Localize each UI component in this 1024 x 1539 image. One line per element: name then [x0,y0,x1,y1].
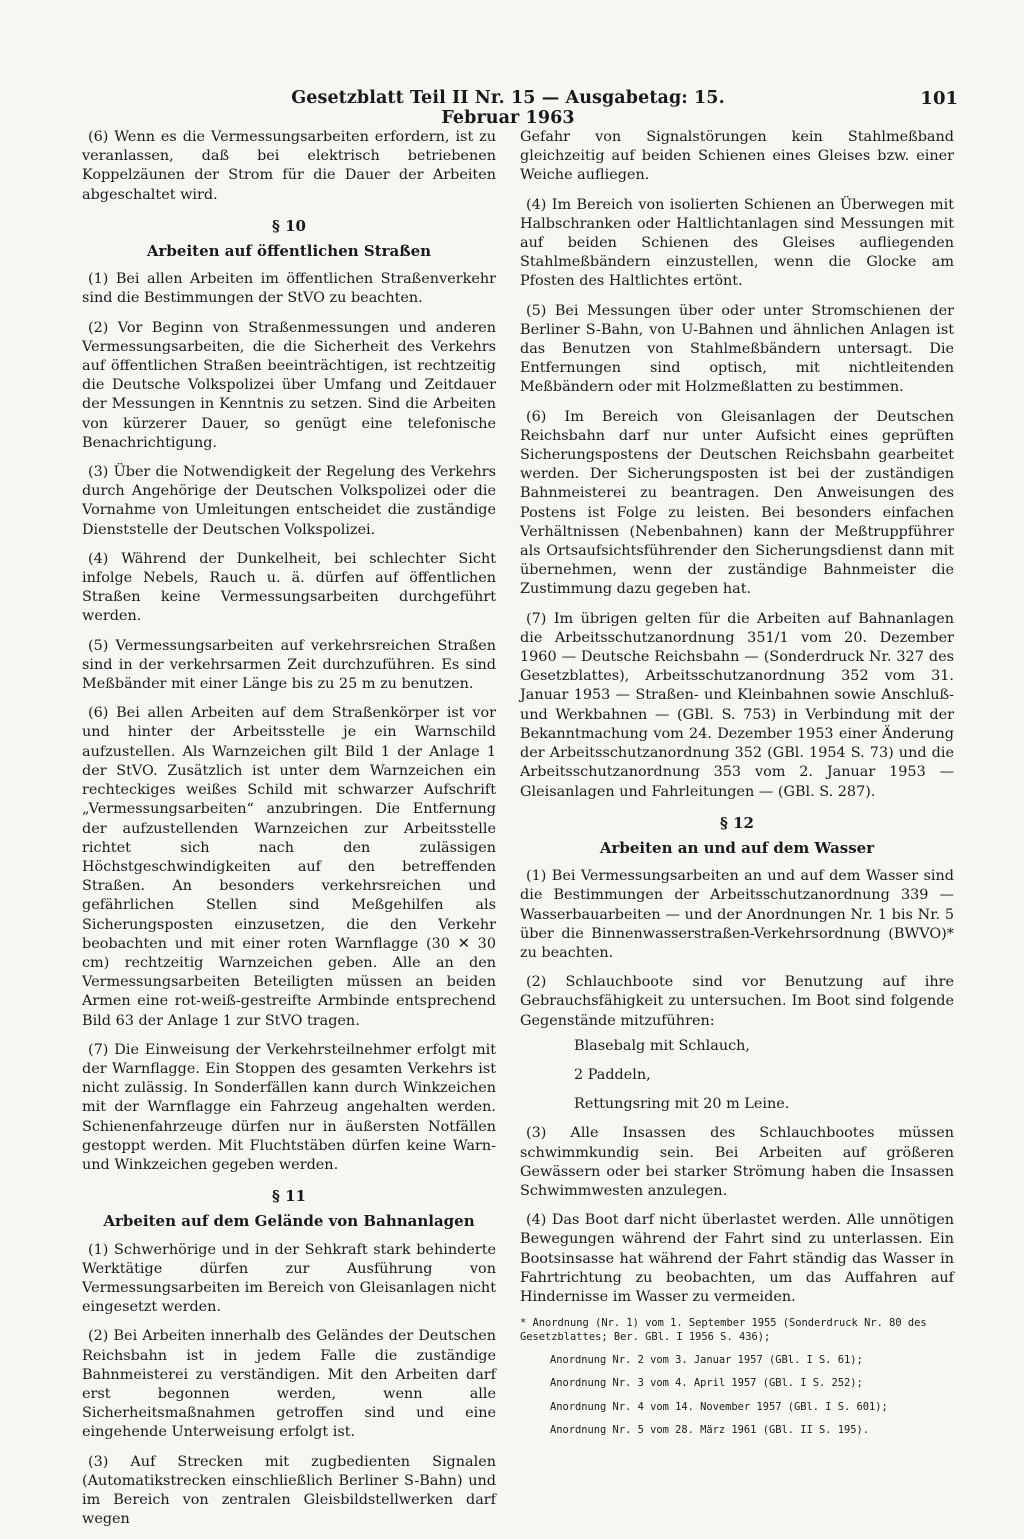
right-column [520,128,954,1448]
footnote: * Anordnung (Nr. 1) vom 1. September 1955 (Sonderdruck Nr. 80 des Gesetzblattes; Ber. GBl. I 1956 S. 436); [520,1317,933,1343]
paragraph: (4) Das Boot darf nicht überlastet werden. Alle unnötigen Bewegungen während der Fahrt sind zu unterlassen. Ein Bootsinsasse hat während der Fahrt ständig das Wasser in Fahrtrichtung zu beobachten, um das Auffahren auf Hindernisse im Wasser zu vermeiden. [520,1212,954,1305]
paragraph: (1) Bei Vermessungsarbeiten an und auf dem Wasser sind die Bestimmungen der Arbeitsschutzanordnung 339 — Wasserbauarbeiten — und der Anordnungen Nr. 1 bis Nr. 5 über die Binnenwasserstraßen-Verkehrsordnung (BWVO)* zu beachten. [520,868,954,961]
footnote: Anordnung Nr. 2 vom 3. Januar 1957 (GBl. I S. 61); [550,1353,863,1366]
paragraph: (5) Vermessungsarbeiten auf verkehrsreichen Straßen sind in der verkehrsarmen Zeit durchzuführen. Es sind Meßbänder mit einer Länge bis zu 25 m zu benutzen. [82,637,496,693]
header-title: Gesetzblatt Teil II Nr. 15 — Ausgabetag: 15. Februar 1963 [291,88,725,128]
paragraph: (3) Auf Strecken mit zugbedienten Signalen (Automatikstrecken einschließlich Berliner S-Bahn) und im Bereich von zentralen Gleisbildstellwerken darf wegen [82,1453,496,1528]
paragraph: (1) Schwerhörige und in der Sehkraft stark behinderte Werktätige dürfen zur Ausführung von Vermessungsarbeiten im Bereich von Gleisanlagen nicht eingesetzt werden. [82,1241,496,1316]
paragraph: (4) Während der Dunkelheit, bei schlechter Sicht infolge Nebels, Rauch u. ä. dürfen auf öffentlichen Straßen keine Vermessungsarbeiten durchgeführt werden. [82,550,496,625]
page-header [0,88,1024,128]
paragraph: (2) Schlauchboote sind vor Benutzung auf ihre Gebrauchsfähigkeit zu untersuchen. Im Boot sind folgende Gegenstände mitzuführen: [520,974,954,1029]
footnotes [520,1317,954,1437]
section-number: § 10 [272,216,306,235]
list-item: Rettungsring mit 20 m Leine. [574,1096,790,1113]
left-column [82,128,496,1539]
paragraph: (6) Wenn es die Vermessungsarbeiten erfordern, ist zu veranlassen, daß bei elektrisch betriebenen Koppelzäunen der Strom für die Dauer der Arbeiten abgeschaltet wird. [82,129,496,203]
footnote: Anordnung Nr. 4 vom 14. November 1957 (GBl. I S. 601); [550,1400,888,1413]
page-number: 101 [920,88,958,109]
paragraph-continuation: Gefahr von Signalstörungen kein Stahlmeßband gleichzeitig auf beiden Schienen eines Gleises bzw. einer Weiche aufliegen. [520,129,954,184]
section-heading: Arbeiten auf dem Gelände von Bahnanlagen [103,1212,475,1231]
footnote: Anordnung Nr. 3 vom 4. April 1957 (GBl. I S. 252); [550,1377,863,1390]
paragraph: (3) Alle Insassen des Schlauchbootes müssen schwimmkundig sein. Bei Arbeiten auf größeren Gewässern oder bei starker Strömung haben die Insassen Schwimmwesten anzulegen. [520,1125,954,1199]
footnote: Anordnung Nr. 5 vom 28. März 1961 (GBl. II S. 195). [550,1424,870,1437]
paragraph: (6) Im Bereich von Gleisanlagen der Deutschen Reichsbahn darf nur unter Aufsicht eines geprüften Sicherungspostens der Deutschen Reichsbahn gearbeitet werden. Der Sicherungsposten ist bei der zuständigen Bahnmeisterei zu beantragen. Den Anweisungen des Postens ist Folge zu leisten. Bei besonders einfachen Verhältnissen (Nebenbahnen) kann der Meßtruppführer als Ortsaufsichtsführender den Sicherungsdienst dann mit übernehmen, wenn der zuständige Bahnmeister die Zustimmung dazu gegeben hat. [520,408,954,598]
list-item: 2 Paddeln, [574,1066,651,1083]
section-heading: Arbeiten an und auf dem Wasser [599,838,875,857]
paragraph: (7) Die Einweisung der Verkehrsteilnehmer erfolgt mit der Warnflagge. Ein Stoppen des gesamten Verkehrs ist nicht zulässig. In Sonderfällen kann durch Winkzeichen mit der Warnflagge ein Fahrzeug angehalten werden. Schienenfahrzeuge dürfen nur in äußersten Notfällen gestoppt werden. Mit Fluchtstäben dürfen keine Warn- und Winkzeichen gegeben werden. [82,1041,496,1173]
paragraph: (5) Bei Messungen über oder unter Stromschienen der Berliner S-Bahn, von U-Bahnen und ähnlichen Anlagen ist das Benutzen von Stahlmeßbändern untersagt. Die Entfernungen sind optisch, mit nichtleitenden Meßbändern oder mit Holzmeßlatten zu bestimmen. [520,302,954,396]
paragraph: (6) Bei allen Arbeiten auf dem Straßenkörper ist vor und hinter der Arbeitsstelle je ein Warnschild aufzustellen. Als Warnzeichen gilt Bild 1 der Anlage 1 der StVO. Zusätzlich ist unter dem Warnzeichen ein rechteckiges weißes Schild mit schwarzer Aufschrift „Vermessungsarbeiten“ anzubringen. Die Entfernung der aufzustellenden Warnzeichen zur Arbeitsstelle richtet sich nach den zulässigen Höchstgeschwindigkeiten auf den betreffenden Straßen. An besonders verkehrsreichen und gefährlichen Stellen sind Meßgehilfen als Sicherungsposten einzusetzen, die den Verkehr beobachten und mit einer roten Warnflagge (30 ✕ 30 cm) rechtzeitig Warnzeichen geben. Alle an den Vermessungsarbeiten Beteiligten müssen an beiden Armen eine rot-weiß-gestreifte Armbinde entsprechend Bild 63 der Anlage 1 zur StVO tragen. [82,705,496,1029]
paragraph: (4) Im Bereich von isolierten Schienen an Überwegen mit Halbschranken oder Haltlichtanlagen sind Messungen mit auf beiden Schienen des Gleises aufliegenden Stahlmeßbändern einzustellen, wenn die Glocke am Pfosten des Haltlichtes ertönt. [520,196,954,290]
section-number: § 11 [272,1187,306,1206]
paragraph: (2) Bei Arbeiten innerhalb des Geländes der Deutschen Reichsbahn ist in jedem Falle die zuständige Bahnmeisterei zu verständigen. Mit den Arbeiten darf erst begonnen werden, wenn alle Sicherheitsmaßnahmen getroffen sind und eine eingehende Unterweisung erfolgt ist. [82,1328,496,1441]
section-heading: Arbeiten auf öffentlichen Straßen [146,242,432,261]
paragraph: (7) Im übrigen gelten für die Arbeiten auf Bahnanlagen die Arbeitsschutzanordnung 351/1 vom 20. Dezember 1960 — Deutsche Reichsbahn — (Sonderdruck Nr. 327 des Gesetzblattes), Arbeitsschutzanordnung 352 vom 31. Januar 1953 — Straßen- und Kleinbahnen sowie Anschluß- und Werkbahnen — (GBl. S. 753) in Verbindung mit der Bekanntmachung vom 24. Dezember 1953 einer Änderung der Arbeitsschutzanordnung 352 (GBl. 1954 S. 73) und die Arbeitsschutzanordnung 353 vom 2. Januar 1953 — Gleisanlagen und Fahrleitungen — (GBl. S. 287). [520,610,954,800]
paragraph: (3) Über die Notwendigkeit der Regelung des Verkehrs durch Angehörige der Deutschen Volkspolizei oder die Vornahme von Umleitungen entscheidet die zuständige Dienststelle der Deutschen Volkspolizei. [82,464,496,538]
paragraph: (1) Bei allen Arbeiten im öffentlichen Straßenverkehr sind die Bestimmungen der StVO zu beachten. [82,271,496,307]
section-number: § 12 [720,813,754,832]
paragraph: (2) Vor Beginn von Straßenmessungen und anderen Vermessungsarbeiten, die die Sicherheit des Verkehrs auf öffentlichen Straßen beeinträchtigen, ist rechtzeitig die Deutsche Volkspolizei über Umfang und Zeitdauer der Messungen in Kenntnis zu setzen. Sind die Arbeiten von kürzerer Dauer, so genügt eine telefonische Benachrichtigung. [82,319,496,451]
list-item: Blasebalg mit Schlauch, [574,1037,750,1054]
